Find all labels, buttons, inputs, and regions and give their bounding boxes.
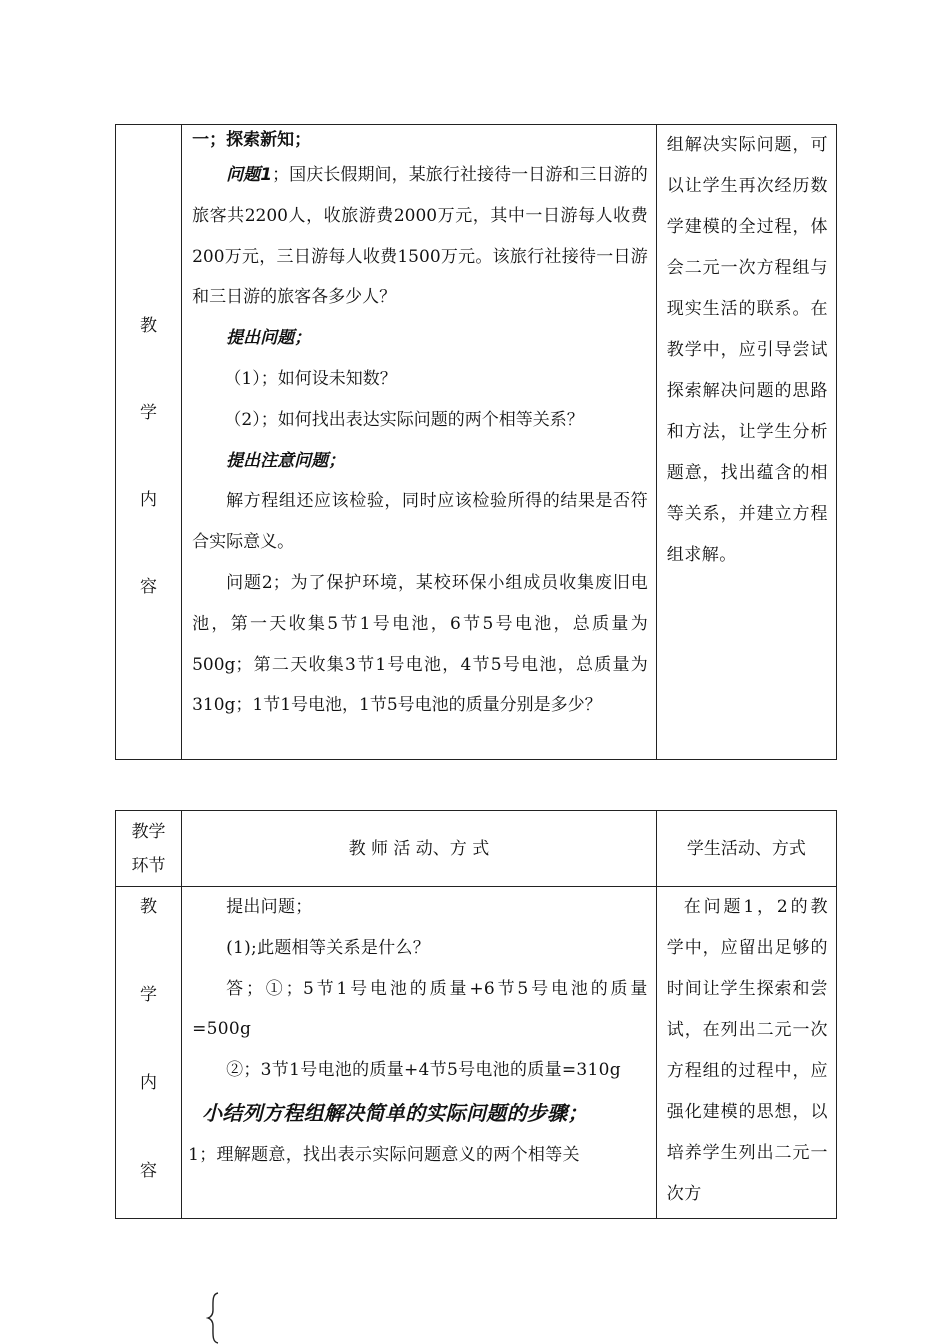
problem-2-text: 问题2；为了保护环境，某校环保小组成员收集废旧电池，第一天收集5节1号电池，6节5号电池，总质量为500g；第二天收集3节1号电池，4节5号电池，总质量为310g；1节1号电池，1节5号电池的质量分别是多少？ xyxy=(192,572,648,716)
attention-label: 提出注意问题； xyxy=(226,450,346,471)
header-teacher-text: 教 师 活 动、方 式 xyxy=(348,838,490,859)
teaching-content-label xyxy=(116,887,182,1219)
answer-1: 答；①；5节1号电池的质量+6节5号电池的质量=500g xyxy=(192,978,648,1040)
raise-question-label: 提出问题； xyxy=(226,328,312,349)
student-note-text: 组解决实际问题，可以让学生再次经历数学建模的全过程，体会二元一次方程组与现实生活的联系。在教学中，应引导尝试探索解决问题的思路和方法，让学生分析题意，找出蕴含的相等关系，并建立方程组求解。 xyxy=(666,135,828,565)
side-char: 教 xyxy=(140,897,158,917)
side-char: 容 xyxy=(140,577,158,597)
brace-symbol xyxy=(206,1292,222,1344)
teaching-content-label xyxy=(116,125,182,760)
header-stage-text: 教学环节 xyxy=(131,821,166,876)
summary-title: 小结列方程组解决简单的实际问题的步骤； xyxy=(202,1100,588,1125)
lesson-table-part2 xyxy=(115,810,837,1219)
section-title: 一；探索新知； xyxy=(192,130,312,150)
lesson-table-part1 xyxy=(115,124,837,760)
teacher-content-cell xyxy=(182,887,657,1219)
problem-1-label: 问题1 xyxy=(226,165,273,185)
student-note-cell xyxy=(656,125,836,760)
side-char: 容 xyxy=(140,1161,158,1181)
teacher-content-cell xyxy=(182,125,657,760)
side-char: 学 xyxy=(140,985,158,1005)
side-char: 内 xyxy=(140,490,158,510)
question-2: （2）；如何找出表达实际问题的两个相等关系？ xyxy=(224,409,584,430)
side-char: 学 xyxy=(140,403,158,423)
step-1: 1；理解题意，找出表示实际问题意义的两个相等关 xyxy=(188,1144,580,1165)
question-1: （1）；如何设未知数？ xyxy=(224,368,397,389)
problem-1-text: ；国庆长假期间，某旅行社接待一日游和三日游的旅客共2200人，收旅游费2000万元，其中一日游每人收费200万元，三日游每人收费1500万元。该旅行社接待一日游和三日游的旅客各多少人？ xyxy=(192,165,648,308)
student-note-cell xyxy=(656,887,836,1219)
problem-1 xyxy=(192,155,648,318)
side-char: 内 xyxy=(140,1073,158,1093)
student-note-text: 在问题1，2的教学中，应留出足够的时间让学生探索和尝试，在列出二元一次方程组的过程中，应强化建模的思想，以培养学生列出二元一次方 xyxy=(666,897,828,1204)
header-student xyxy=(656,811,836,887)
header-student-text: 学生活动、方式 xyxy=(686,838,806,859)
raise-question: 提出问题； xyxy=(226,897,313,917)
attention-text: 解方程组还应该检验，同时应该检验所得的结果是否符合实际意义。 xyxy=(192,491,648,553)
relation-question: (1);此题相等关系是什么？ xyxy=(226,937,431,958)
header-teacher xyxy=(182,811,657,887)
side-char: 教 xyxy=(140,316,158,336)
answer-2: ②；3节1号电池的质量+4节5号电池的质量=310g xyxy=(226,1060,621,1081)
